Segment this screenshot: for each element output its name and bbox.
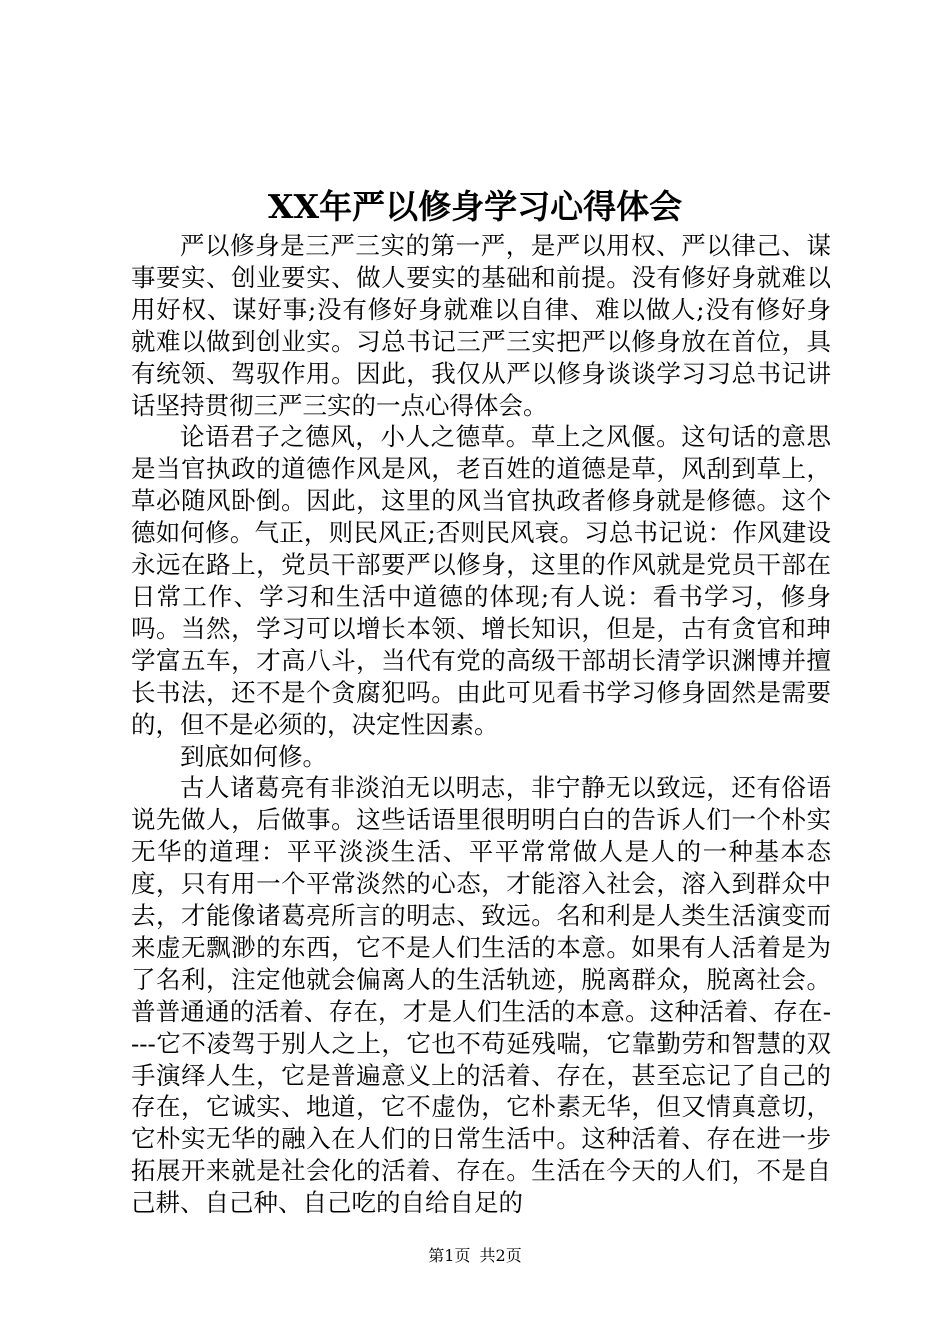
paragraph-2: 论语君子之德风，小人之德草。草上之风偃。这句话的意思是当官执政的道德作风是风，老百姓的道德是草，风刮到草上，草必随风卧倒。因此，这里的风当官执政者修身就是修德。这个德如何修。气正，则民风正;否则民风衰。习总书记说：作风建设永远在路上，党员干部要严以修身，这里的作风就是党员干部在日常工作、学习和生活中道德的体现;有人说：看书学习，修身吗。当然，学习可以增长本领、增长知识，但是，古有贪官和珅学富五车，才高八斗，当代有党的高级干部胡长清学识渊博并擅长书法，还不是个贪腐犯吗。由此可见看书学习修身固然是需要的，但不是必须的，决定性因素。 [131,422,831,739]
document-title: XX年严以修身学习心得体会 [267,187,683,226]
page-number: 第1页 [428,1246,471,1265]
paragraph-3: 到底如何修。 [180,741,327,771]
page-total: 共2页 [479,1246,522,1265]
document-body [131,230,831,1219]
page-footer [0,1244,950,1268]
paragraph-4: 古人诸葛亮有非淡泊无以明志，非宁静无以致远，还有俗语说先做人，后做事。这些话语里很明明白白的告诉人们一个朴实无华的道理：平平淡淡生活、平平常常做人是人的一种基本态度，只有用一个平常淡然的心态，才能溶入社会，溶入到群众中去，才能像诸葛亮所言的明志、致远。名和利是人类生活演变而来虚无飘渺的东西，它不是人们生活的本意。如果有人活着是为了名利，注定他就会偏离人的生活轨迹，脱离群众，脱离社会。普普通通的活着、存在，才是人们生活的本意。这种活着、存在----它不凌驾于别人之上，它也不苟延残喘，它靠勤劳和智慧的双手演绎人生，它是普遍意义上的活着、存在，甚至忘记了自己的存在，它诚实、地道，它不虚伪，它朴素无华，但又情真意切，它朴实无华的融入在人们的日常生活中。这种活着、存在进一步拓展开来就是社会化的活着、存在。生活在今天的人们，不是自己耕、自己种、自己吃的自给自足的 [131,773,831,1218]
paragraph-1: 严以修身是三严三实的第一严，是严以用权、严以律己、谋事要实、创业要实、做人要实的基础和前提。没有修好身就难以用好权、谋好事;没有修好身就难以自律、难以做人;没有修好身就难以做到创业实。习总书记三严三实把严以修身放在首位，具有统领、驾驭作用。因此，我仅从严以修身谈谈学习习总书记讲话坚持贯彻三严三实的一点心得体会。 [131,231,831,420]
